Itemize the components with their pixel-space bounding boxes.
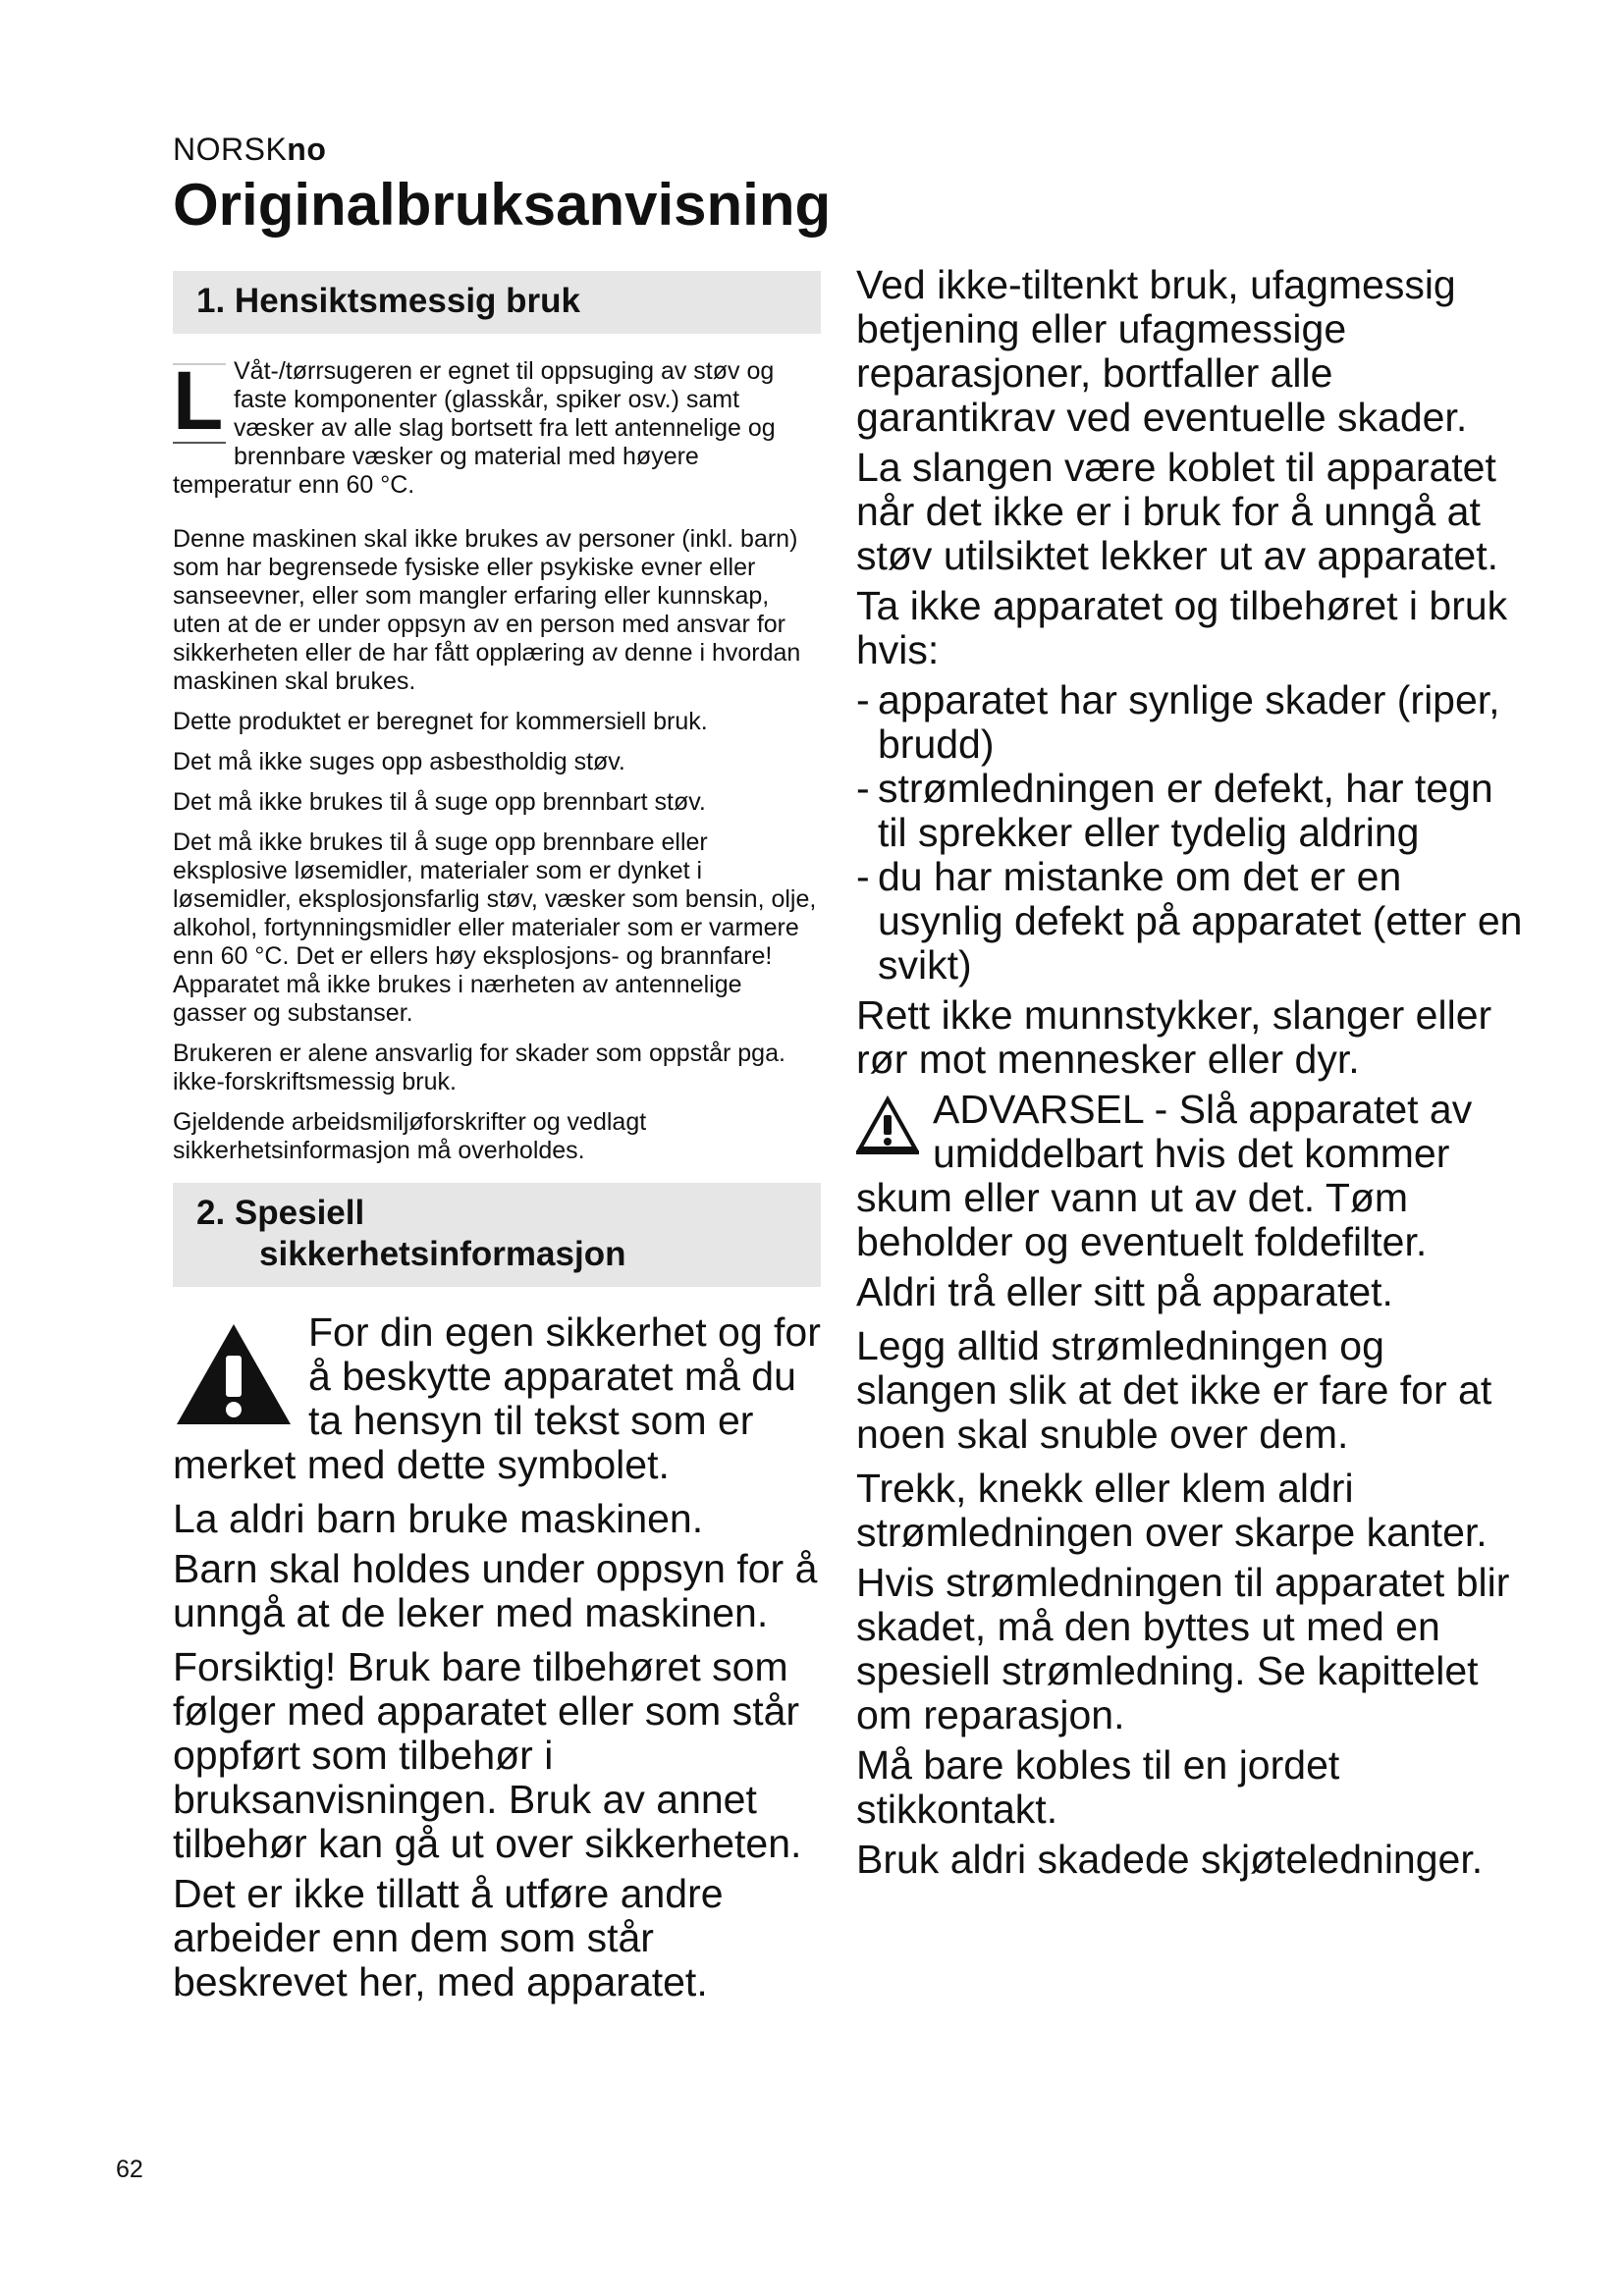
section-1-paragraph: Brukeren er alene ansvarlig for skader som oppstår pga. ikke-forskriftsmessig bruk. xyxy=(173,1040,785,1095)
language-code: no xyxy=(287,132,327,167)
right-paragraph: Ved ikke-tiltenkt bruk, ufagmessig betjening eller ufagmessige reparasjoner, bortfaller alle garantikrav ved eventuelle skader. xyxy=(856,262,1468,440)
section-1-paragraph: Gjeldende arbeidsmiljøforskrifter og vedlagt sikkerhetsinformasjon må overholdes. xyxy=(173,1108,647,1164)
page-number: 62 xyxy=(116,2156,143,2183)
warning-triangle-icon xyxy=(173,1318,295,1430)
right-column xyxy=(856,263,1524,1888)
section-2-heading-line1: 2. Spesiell xyxy=(196,1194,365,1232)
section-2-paragraph: Det er ikke tillatt å utføre andre arbeider enn dem som står beskrevet her, med apparatet. xyxy=(173,1871,724,2004)
document-title: Originalbruksanvisning xyxy=(173,172,832,238)
section-1-paragraph: Det må ikke brukes til å suge opp brennbare eller eksplosive løsemidler, materialer som er dynket i løsemidler, eksplosjonsfarlig støv, væsker som bensin, olje, alkohol, fortynningsmidler eller materialer som er varmere enn 60 °C. Det er ellers høy eksplosjons- og brannfare! Apparatet må ikke brukes i nærheten av antennelige gasser og substanser. xyxy=(173,828,817,1027)
section-1-paragraph: Det må ikke brukes til å suge opp brennbart støv. xyxy=(173,788,706,816)
right-paragraph: Må bare kobles til en jordet stikkontakt. xyxy=(856,1742,1340,1832)
section-2-heading xyxy=(173,1183,821,1287)
section-1-paragraph: Dette produktet er beregnet for kommersiell bruk. xyxy=(173,708,708,735)
advarsel-block xyxy=(856,1088,1524,1270)
defect-list xyxy=(856,678,1524,988)
section-1-paragraph: Denne maskinen skal ikke brukes av personer (inkl. barn) som har begrensede fysiske eller psykiske evner eller sanseevner, eller som mangler erfaring eller kunnskap, uten at de er under oppsyn av en person med ansvar for sikkerheten eller de har fått opplæring av denne i hvordan maskinen skal brukes. xyxy=(173,525,801,695)
right-paragraph: Trekk, knekk eller klem aldri strømledningen over skarpe kanter. xyxy=(856,1466,1488,1555)
list-item: - strømledningen er defekt, har tegn til sprekker eller tydelig aldring xyxy=(856,767,1524,855)
section-2-paragraph: Forsiktig! Bruk bare tilbehøret som følger med apparatet eller som står oppført som tilbehør i bruksanvisningen. Bruk av annet tilbehør kan gå ut over sikkerheten. xyxy=(173,1644,802,1866)
safety-symbol-note xyxy=(173,1310,821,1497)
list-item: - du har mistanke om det er en usynlig defekt på apparatet (etter en svikt) xyxy=(856,855,1524,988)
right-paragraph: Legg alltid strømledningen og slangen slik at det ikke er fare for at noen skal snuble over dem. xyxy=(856,1323,1492,1457)
section-2-heading-line2: sikkerhetsinformasjon xyxy=(259,1235,626,1273)
right-paragraph: Hvis strømledningen til apparatet blir skadet, må den byttes ut med en spesiell strømledning. Se kapittelet om reparasjon. xyxy=(856,1560,1510,1737)
section-1-intro xyxy=(173,354,821,511)
section-1-intro-text: Våt-/tørrsugeren er egnet til oppsuging av støv og faste komponenter (glasskår, spiker osv.) samt væsker av alle slag bortsett fra lett antennelige og brennbare væsker og material med høyere temperatur enn 60 °C. xyxy=(173,357,776,499)
language-prefix: NORSK xyxy=(173,132,288,167)
language-label xyxy=(173,132,326,168)
section-2-paragraph: La aldri barn bruke maskinen. xyxy=(173,1496,704,1541)
dropcap-letter: L xyxy=(173,363,226,444)
left-column xyxy=(173,271,821,2014)
right-paragraph: La slangen være koblet til apparatet når det ikke er i bruk for å unngå at støv utilsiktet lekker ut av apparatet. xyxy=(856,445,1498,578)
right-paragraph: Rett ikke munnstykker, slanger eller rør mot mennesker eller dyr. xyxy=(856,992,1492,1082)
right-paragraph: Ta ikke apparatet og tilbehøret i bruk hvis: xyxy=(856,583,1508,672)
right-paragraph: Bruk aldri skadede skjøteledninger. xyxy=(856,1837,1484,1882)
right-paragraph: Aldri trå eller sitt på apparatet. xyxy=(856,1269,1393,1314)
section-2-paragraph: Barn skal holdes under oppsyn for å unngå at de leker med maskinen. xyxy=(173,1546,818,1635)
advarsel-text: ADVARSEL - Slå apparatet av umiddelbart hvis det kommer skum eller vann ut av det. Tøm beholder og eventuelt foldefilter. xyxy=(856,1087,1473,1264)
safety-symbol-text: For din egen sikkerhet og for å beskytte apparatet må du ta hensyn til tekst som er merket med dette symbolet. xyxy=(173,1309,821,1487)
warning-triangle-icon xyxy=(856,1095,919,1154)
list-item: - apparatet har synlige skader (riper, brudd) xyxy=(856,678,1524,767)
section-1-paragraph: Det må ikke suges opp asbestholdig støv. xyxy=(173,748,625,775)
section-1-heading: 1. Hensiktsmessig bruk xyxy=(173,271,821,334)
